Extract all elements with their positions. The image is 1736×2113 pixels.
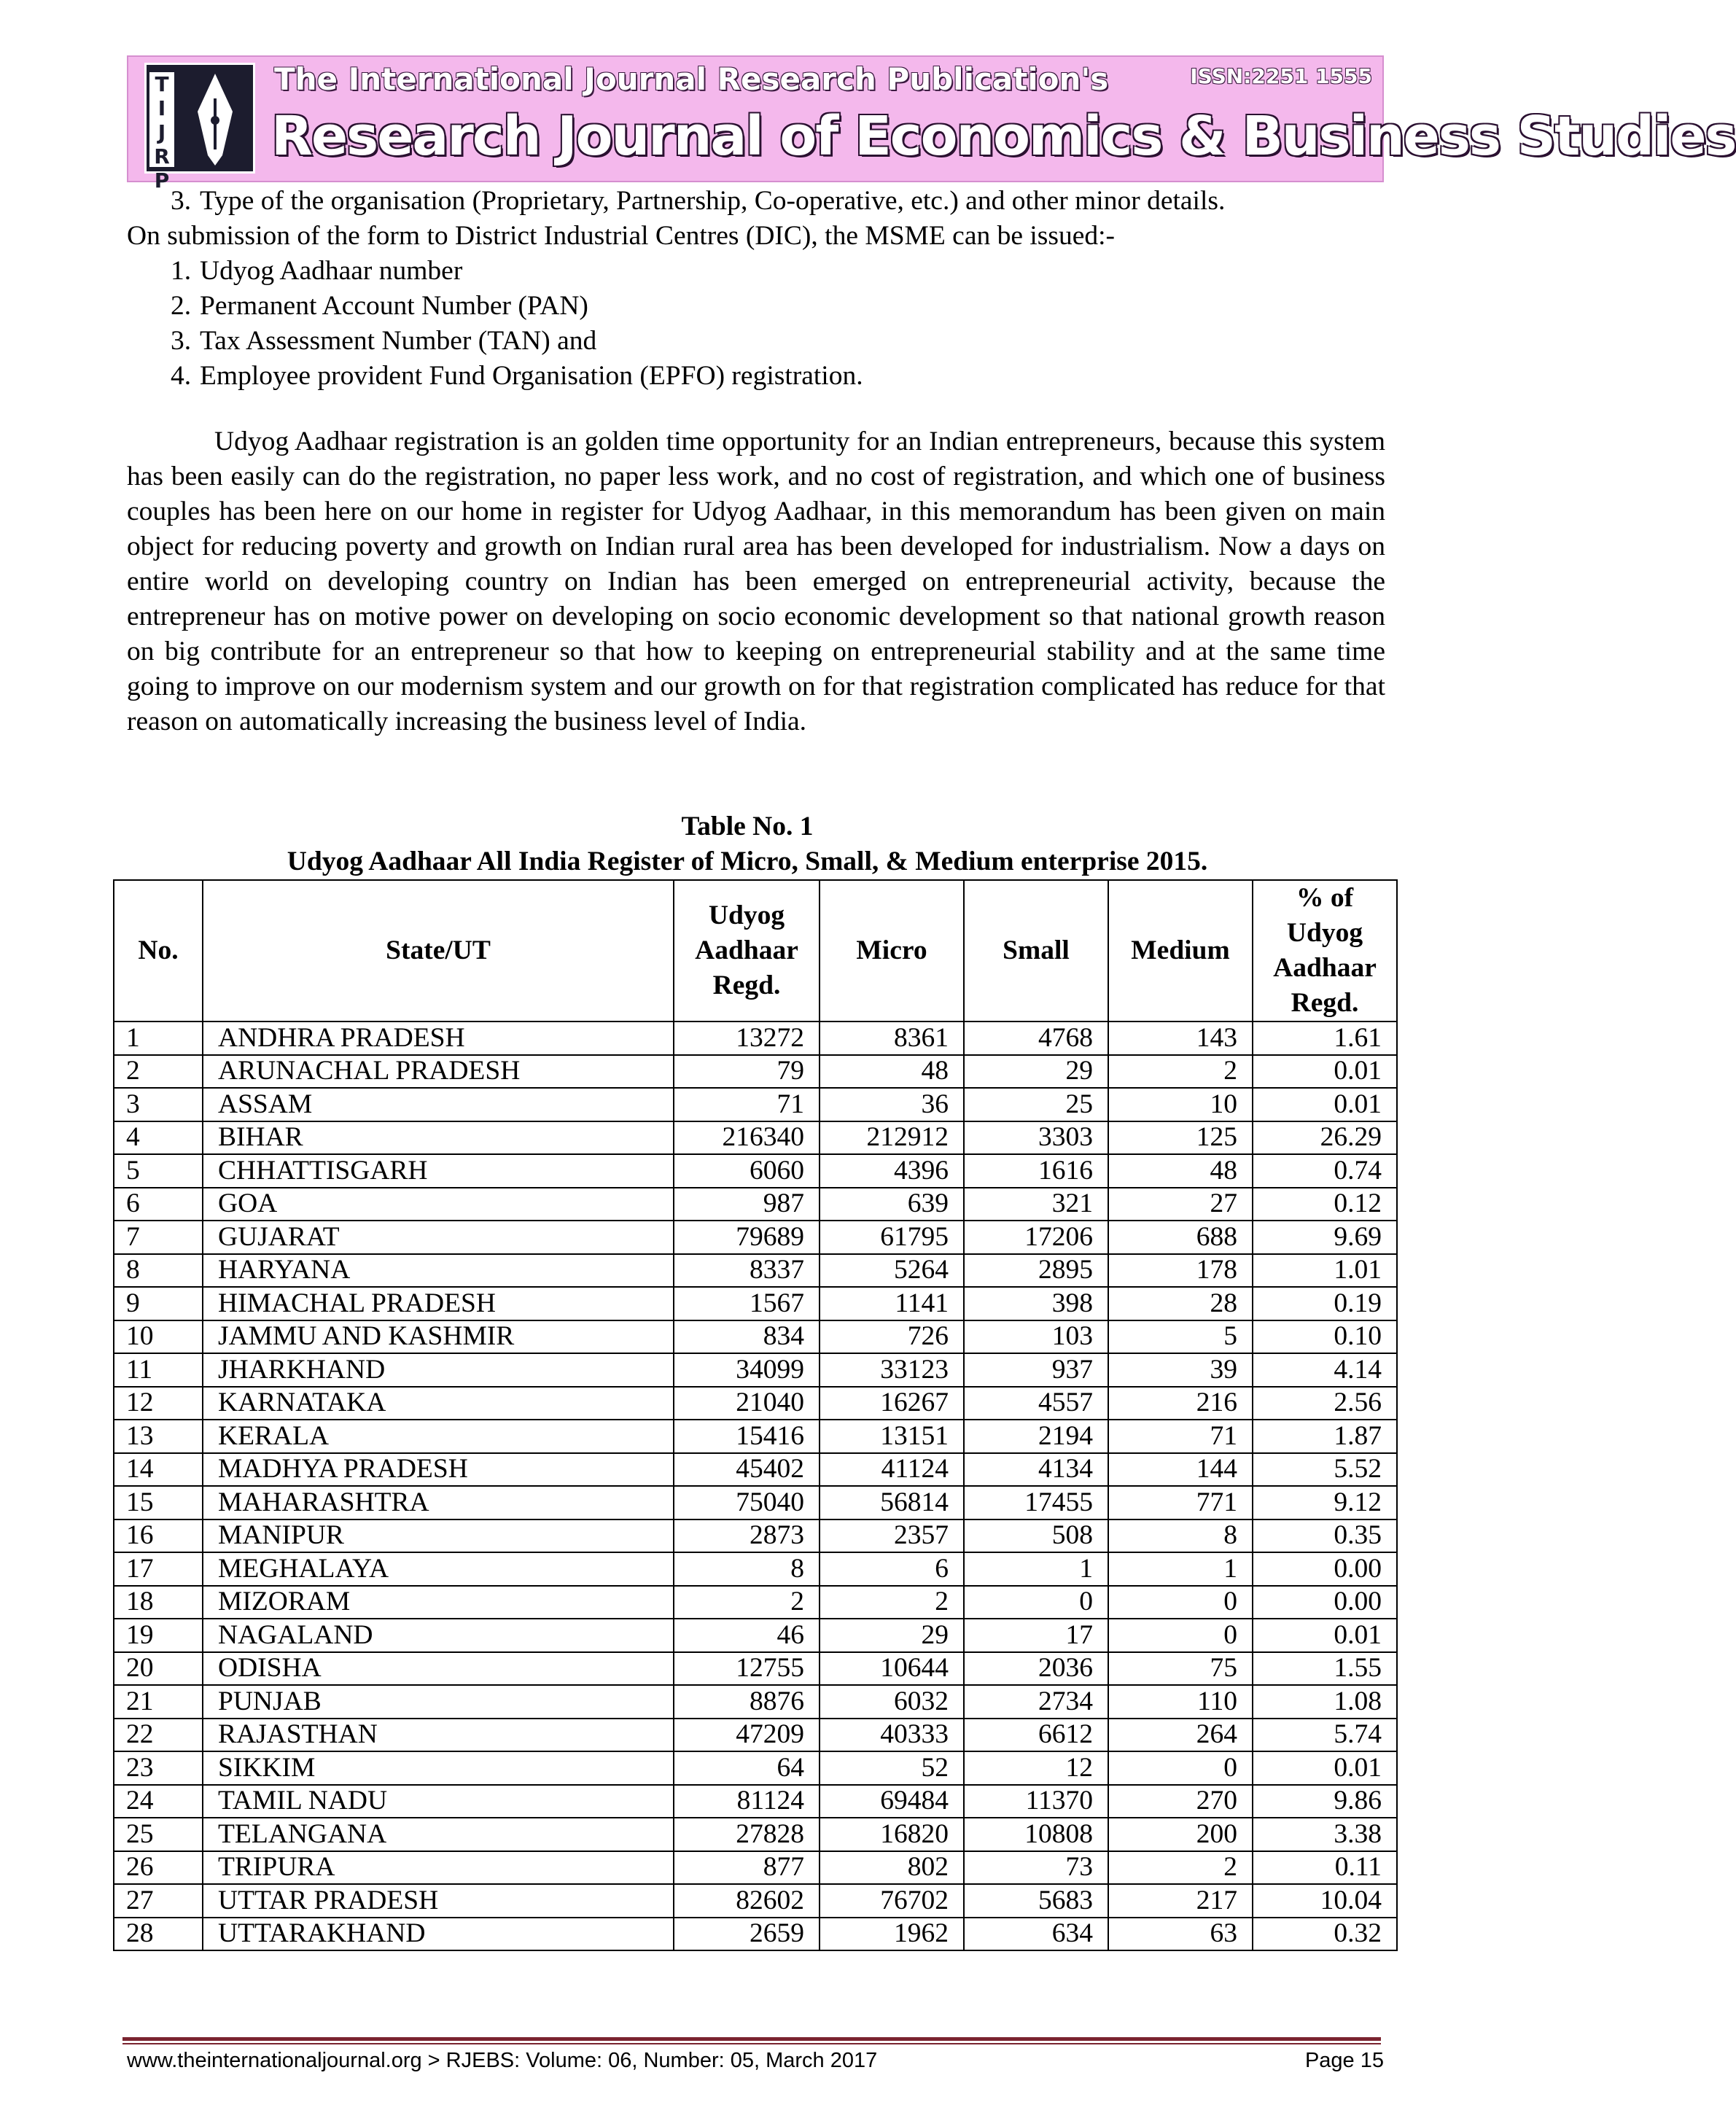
table-row <box>114 1320 1397 1354</box>
cell-percent: 1.55 <box>1253 1652 1397 1686</box>
cell-udyog-regd: 13272 <box>674 1022 820 1055</box>
cell-small: 321 <box>964 1188 1108 1221</box>
footer-citation: www.theinternationaljournal.org > RJEBS: Volume: 06, Number: 05, March 2017 <box>127 2049 878 2072</box>
journal-logo <box>144 63 255 192</box>
cell-small: 29 <box>964 1055 1108 1089</box>
issn-label: ISSN:2251 1555 <box>1190 64 1372 88</box>
cell-no: 18 <box>114 1586 203 1619</box>
cell-udyog-regd: 1567 <box>674 1287 820 1320</box>
cell-small: 10808 <box>964 1818 1108 1851</box>
list-item-number: 1. <box>171 256 192 286</box>
table-row <box>114 1552 1397 1586</box>
cell-small: 1 <box>964 1552 1108 1586</box>
cell-small: 2734 <box>964 1685 1108 1719</box>
cell-udyog-regd: 34099 <box>674 1353 820 1387</box>
cell-udyog-regd: 12755 <box>674 1652 820 1686</box>
cell-percent: 0.35 <box>1253 1519 1397 1553</box>
body-paragraph: Udyog Aadhaar registration is an golden time opportunity for an Indian entrepreneurs, because this system has been easily can do the registration, no paper less work, and no cost of registration, and which one of business couples has been here on our home in register for Udyog Aadhaar, in this memorandum has been given on main object for reducing poverty and growth on Indian rural area has been developed for industrialism. Now a days on entire world on developing country on Indian has been emerged on entrepreneurial activity, because the entrepreneur has on motive power on developing on socio economic development so that national growth reason on big contribute for an entrepreneur so that how to keeping on entrepreneurial stability and at the same time going to improve on our modernism system and our growth on for that registration complicated has reduce for that reason on automatically increasing the business level of India. <box>127 427 1385 736</box>
cell-state: TAMIL NADU <box>203 1785 674 1818</box>
footer-rule <box>122 2037 1381 2041</box>
cell-micro: 41124 <box>820 1453 964 1487</box>
cell-small: 508 <box>964 1519 1108 1553</box>
cell-percent: 9.12 <box>1253 1486 1397 1519</box>
cell-medium: 771 <box>1108 1486 1253 1519</box>
cell-medium: 0 <box>1108 1586 1253 1619</box>
cell-small: 17206 <box>964 1221 1108 1254</box>
cell-state: ARUNACHAL PRADESH <box>203 1055 674 1089</box>
cell-small: 103 <box>964 1320 1108 1354</box>
cell-udyog-regd: 47209 <box>674 1719 820 1752</box>
header-medium: Medium <box>1108 880 1253 1022</box>
cell-state: HIMACHAL PRADESH <box>203 1287 674 1320</box>
cell-small: 3303 <box>964 1121 1108 1155</box>
cell-percent: 0.32 <box>1253 1918 1397 1951</box>
cell-micro: 76702 <box>820 1884 964 1918</box>
cell-udyog-regd: 82602 <box>674 1884 820 1918</box>
cell-percent: 0.01 <box>1253 1088 1397 1121</box>
cell-micro: 10644 <box>820 1652 964 1686</box>
cell-percent: 26.29 <box>1253 1121 1397 1155</box>
cell-state: MAHARASHTRA <box>203 1486 674 1519</box>
cell-state: ASSAM <box>203 1088 674 1121</box>
cell-no: 27 <box>114 1884 203 1918</box>
intro-section <box>127 184 1385 394</box>
table-row <box>114 1453 1397 1487</box>
table-body <box>114 1022 1397 1950</box>
list-item <box>127 184 1385 219</box>
cell-no: 28 <box>114 1918 203 1951</box>
table-row <box>114 1387 1397 1420</box>
cell-state: GUJARAT <box>203 1221 674 1254</box>
list-item <box>127 254 1385 289</box>
cell-micro: 40333 <box>820 1719 964 1752</box>
msme-register-table <box>113 879 1398 1951</box>
table-caption: Udyog Aadhaar All India Register of Micro, Small, & Medium enterprise 2015. <box>287 847 1208 876</box>
cell-small: 634 <box>964 1918 1108 1951</box>
list-item-text: Type of the organisation (Proprietary, Partnership, Co-operative, etc.) and other minor details. <box>200 186 1226 216</box>
cell-state: TELANGANA <box>203 1818 674 1851</box>
cell-medium: 2 <box>1108 1851 1253 1885</box>
cell-medium: 217 <box>1108 1884 1253 1918</box>
cell-state: RAJASTHAN <box>203 1719 674 1752</box>
cell-udyog-regd: 71 <box>674 1088 820 1121</box>
cell-percent: 5.52 <box>1253 1453 1397 1487</box>
cell-micro: 2357 <box>820 1519 964 1553</box>
cell-medium: 0 <box>1108 1751 1253 1785</box>
table-row <box>114 1254 1397 1288</box>
cell-micro: 33123 <box>820 1353 964 1387</box>
list-item-number: 4. <box>171 361 192 391</box>
cell-no: 17 <box>114 1552 203 1586</box>
cell-small: 1616 <box>964 1154 1108 1188</box>
cell-no: 25 <box>114 1818 203 1851</box>
cell-small: 4768 <box>964 1022 1108 1055</box>
cell-medium: 264 <box>1108 1719 1253 1752</box>
cell-state: PUNJAB <box>203 1685 674 1719</box>
cell-no: 26 <box>114 1851 203 1885</box>
cell-percent: 3.38 <box>1253 1818 1397 1851</box>
header-state: State/UT <box>203 880 674 1022</box>
cell-percent: 1.08 <box>1253 1685 1397 1719</box>
header-no: No. <box>114 880 203 1022</box>
table-row <box>114 1420 1397 1453</box>
cell-state: JAMMU AND KASHMIR <box>203 1320 674 1354</box>
cell-small: 2036 <box>964 1652 1108 1686</box>
cell-udyog-regd: 79 <box>674 1055 820 1089</box>
cell-state: MADHYA PRADESH <box>203 1453 674 1487</box>
cell-state: ODISHA <box>203 1652 674 1686</box>
table-number: Table No. 1 <box>681 812 814 841</box>
list-item-text: Tax Assessment Number (TAN) and <box>200 326 597 356</box>
cell-no: 2 <box>114 1055 203 1089</box>
cell-state: KARNATAKA <box>203 1387 674 1420</box>
cell-udyog-regd: 6060 <box>674 1154 820 1188</box>
cell-state: GOA <box>203 1188 674 1221</box>
logo-letters <box>149 72 174 192</box>
cell-no: 15 <box>114 1486 203 1519</box>
cell-udyog-regd: 834 <box>674 1320 820 1354</box>
table-row <box>114 1818 1397 1851</box>
cell-no: 3 <box>114 1088 203 1121</box>
table-row <box>114 1619 1397 1652</box>
cell-state: SIKKIM <box>203 1751 674 1785</box>
cell-udyog-regd: 21040 <box>674 1387 820 1420</box>
cell-micro: 69484 <box>820 1785 964 1818</box>
cell-small: 25 <box>964 1088 1108 1121</box>
list-item-number: 2. <box>171 291 192 321</box>
list-item <box>127 324 1385 359</box>
cell-small: 0 <box>964 1586 1108 1619</box>
cell-micro: 212912 <box>820 1121 964 1155</box>
cell-no: 5 <box>114 1154 203 1188</box>
table-row <box>114 1088 1397 1121</box>
cell-medium: 144 <box>1108 1453 1253 1487</box>
cell-state: KERALA <box>203 1420 674 1453</box>
page-number: Page 15 <box>1304 2049 1384 2072</box>
cell-no: 6 <box>114 1188 203 1221</box>
cell-micro: 5264 <box>820 1254 964 1288</box>
cell-no: 10 <box>114 1320 203 1354</box>
cell-udyog-regd: 2873 <box>674 1519 820 1553</box>
list-item-number: 3. <box>171 186 192 216</box>
cell-no: 7 <box>114 1221 203 1254</box>
cell-medium: 75 <box>1108 1652 1253 1686</box>
cell-udyog-regd: 64 <box>674 1751 820 1785</box>
list-item-number: 3. <box>171 326 192 356</box>
cell-state: MIZORAM <box>203 1586 674 1619</box>
table-row <box>114 1188 1397 1221</box>
cell-micro: 6 <box>820 1552 964 1586</box>
cell-state: TRIPURA <box>203 1851 674 1885</box>
cell-percent: 0.19 <box>1253 1287 1397 1320</box>
cell-udyog-regd: 79689 <box>674 1221 820 1254</box>
table-row <box>114 1154 1397 1188</box>
cell-medium: 5 <box>1108 1320 1253 1354</box>
table-row <box>114 1884 1397 1918</box>
logo-letter: R <box>154 144 170 168</box>
cell-medium: 10 <box>1108 1088 1253 1121</box>
journal-title: Research Journal of Economics & Business Studies <box>271 105 1736 168</box>
cell-micro: 802 <box>820 1851 964 1885</box>
cell-state: ANDHRA PRADESH <box>203 1022 674 1055</box>
header-small: Small <box>964 880 1108 1022</box>
cell-medium: 8 <box>1108 1519 1253 1553</box>
table-row <box>114 1918 1397 1951</box>
cell-small: 12 <box>964 1751 1108 1785</box>
cell-micro: 4396 <box>820 1154 964 1188</box>
header-udyog-regd: Udyog Aadhaar Regd. <box>674 880 820 1022</box>
cell-percent: 0.11 <box>1253 1851 1397 1885</box>
cell-state: MANIPUR <box>203 1519 674 1553</box>
cell-medium: 110 <box>1108 1685 1253 1719</box>
cell-small: 5683 <box>964 1884 1108 1918</box>
cell-no: 22 <box>114 1719 203 1752</box>
cell-state: HARYANA <box>203 1254 674 1288</box>
cell-small: 4557 <box>964 1387 1108 1420</box>
cell-udyog-regd: 2659 <box>674 1918 820 1951</box>
cell-micro: 1141 <box>820 1287 964 1320</box>
cell-micro: 56814 <box>820 1486 964 1519</box>
table-row <box>114 1287 1397 1320</box>
table-row <box>114 1519 1397 1553</box>
table-row <box>114 1022 1397 1055</box>
cell-udyog-regd: 877 <box>674 1851 820 1885</box>
cell-no: 14 <box>114 1453 203 1487</box>
cell-percent: 5.74 <box>1253 1719 1397 1752</box>
cell-medium: 28 <box>1108 1287 1253 1320</box>
cell-small: 17455 <box>964 1486 1108 1519</box>
cell-small: 6612 <box>964 1719 1108 1752</box>
cell-no: 8 <box>114 1254 203 1288</box>
cell-medium: 2 <box>1108 1055 1253 1089</box>
cell-udyog-regd: 15416 <box>674 1420 820 1453</box>
publisher-name: The International Journal Research Publication's <box>274 61 1109 97</box>
list-item-text: Udyog Aadhaar number <box>200 256 463 286</box>
cell-medium: 27 <box>1108 1188 1253 1221</box>
header-micro: Micro <box>820 880 964 1022</box>
cell-micro: 6032 <box>820 1685 964 1719</box>
cell-small: 11370 <box>964 1785 1108 1818</box>
cell-medium: 216 <box>1108 1387 1253 1420</box>
cell-micro: 8361 <box>820 1022 964 1055</box>
table-row <box>114 1785 1397 1818</box>
cell-small: 4134 <box>964 1453 1108 1487</box>
table-header-row <box>114 880 1397 1022</box>
cell-micro: 16820 <box>820 1818 964 1851</box>
cell-medium: 178 <box>1108 1254 1253 1288</box>
footer-rule-thin <box>122 2043 1381 2044</box>
cell-medium: 39 <box>1108 1353 1253 1387</box>
cell-micro: 29 <box>820 1619 964 1652</box>
cell-no: 12 <box>114 1387 203 1420</box>
cell-udyog-regd: 8876 <box>674 1685 820 1719</box>
cell-no: 9 <box>114 1287 203 1320</box>
cell-medium: 270 <box>1108 1785 1253 1818</box>
cell-percent: 9.69 <box>1253 1221 1397 1254</box>
cell-small: 2194 <box>964 1420 1108 1453</box>
cell-state: MEGHALAYA <box>203 1552 674 1586</box>
cell-state: CHHATTISGARH <box>203 1154 674 1188</box>
cell-no: 19 <box>114 1619 203 1652</box>
cell-udyog-regd: 8 <box>674 1552 820 1586</box>
cell-percent: 0.01 <box>1253 1055 1397 1089</box>
table-row <box>114 1685 1397 1719</box>
cell-micro: 726 <box>820 1320 964 1354</box>
cell-percent: 0.00 <box>1253 1552 1397 1586</box>
cell-micro: 61795 <box>820 1221 964 1254</box>
pen-nib-icon <box>179 69 252 170</box>
cell-medium: 688 <box>1108 1221 1253 1254</box>
cell-percent: 0.00 <box>1253 1586 1397 1619</box>
logo-letter: J <box>157 120 166 144</box>
logo-letter: I <box>157 96 166 120</box>
logo-letter: P <box>154 168 170 192</box>
cell-medium: 200 <box>1108 1818 1253 1851</box>
cell-udyog-regd: 46 <box>674 1619 820 1652</box>
cell-state: NAGALAND <box>203 1619 674 1652</box>
cell-no: 23 <box>114 1751 203 1785</box>
cell-percent: 0.74 <box>1253 1154 1397 1188</box>
cell-micro: 16267 <box>820 1387 964 1420</box>
table-row <box>114 1055 1397 1089</box>
table-row <box>114 1221 1397 1254</box>
journal-banner <box>127 55 1736 192</box>
table-row <box>114 1353 1397 1387</box>
cell-micro: 639 <box>820 1188 964 1221</box>
cell-micro: 13151 <box>820 1420 964 1453</box>
cell-udyog-regd: 8337 <box>674 1254 820 1288</box>
cell-micro: 52 <box>820 1751 964 1785</box>
cell-medium: 1 <box>1108 1552 1253 1586</box>
cell-percent: 1.87 <box>1253 1420 1397 1453</box>
cell-percent: 9.86 <box>1253 1785 1397 1818</box>
table-row <box>114 1586 1397 1619</box>
cell-micro: 2 <box>820 1586 964 1619</box>
cell-state: BIHAR <box>203 1121 674 1155</box>
logo-letter: T <box>155 72 169 96</box>
table-row <box>114 1652 1397 1686</box>
cell-no: 16 <box>114 1519 203 1553</box>
list-item-text: Permanent Account Number (PAN) <box>200 291 588 321</box>
cell-percent: 0.01 <box>1253 1619 1397 1652</box>
cell-state: JHARKHAND <box>203 1353 674 1387</box>
cell-percent: 10.04 <box>1253 1884 1397 1918</box>
list-item <box>127 359 1385 394</box>
list-item <box>127 289 1385 324</box>
cell-udyog-regd: 2 <box>674 1586 820 1619</box>
cell-no: 4 <box>114 1121 203 1155</box>
cell-medium: 0 <box>1108 1619 1253 1652</box>
cell-small: 73 <box>964 1851 1108 1885</box>
cell-percent: 0.12 <box>1253 1188 1397 1221</box>
table-row <box>114 1751 1397 1785</box>
cell-udyog-regd: 75040 <box>674 1486 820 1519</box>
cell-percent: 0.10 <box>1253 1320 1397 1354</box>
cell-percent: 4.14 <box>1253 1353 1397 1387</box>
cell-medium: 125 <box>1108 1121 1253 1155</box>
submission-sentence: On submission of the form to District Industrial Centres (DIC), the MSME can be issued:- <box>127 221 1116 251</box>
cell-no: 24 <box>114 1785 203 1818</box>
table-row <box>114 1121 1397 1155</box>
cell-state: UTTARAKHAND <box>203 1918 674 1951</box>
cell-no: 1 <box>114 1022 203 1055</box>
issued-list <box>127 254 1385 394</box>
cell-small: 398 <box>964 1287 1108 1320</box>
cell-small: 17 <box>964 1619 1108 1652</box>
cell-micro: 36 <box>820 1088 964 1121</box>
cell-udyog-regd: 81124 <box>674 1785 820 1818</box>
cell-medium: 63 <box>1108 1918 1253 1951</box>
cell-udyog-regd: 987 <box>674 1188 820 1221</box>
cell-udyog-regd: 216340 <box>674 1121 820 1155</box>
header-percent: % of Udyog Aadhaar Regd. <box>1253 880 1397 1022</box>
cell-no: 11 <box>114 1353 203 1387</box>
cell-udyog-regd: 45402 <box>674 1453 820 1487</box>
cell-udyog-regd: 27828 <box>674 1818 820 1851</box>
cell-medium: 143 <box>1108 1022 1253 1055</box>
cell-micro: 48 <box>820 1055 964 1089</box>
cell-micro: 1962 <box>820 1918 964 1951</box>
cell-no: 13 <box>114 1420 203 1453</box>
cell-percent: 2.56 <box>1253 1387 1397 1420</box>
cell-percent: 1.01 <box>1253 1254 1397 1288</box>
cell-percent: 1.61 <box>1253 1022 1397 1055</box>
table-row <box>114 1719 1397 1752</box>
cell-state: UTTAR PRADESH <box>203 1884 674 1918</box>
cell-medium: 48 <box>1108 1154 1253 1188</box>
cell-small: 937 <box>964 1353 1108 1387</box>
cell-no: 20 <box>114 1652 203 1686</box>
cell-no: 21 <box>114 1685 203 1719</box>
cell-medium: 71 <box>1108 1420 1253 1453</box>
table-row <box>114 1851 1397 1885</box>
cell-small: 2895 <box>964 1254 1108 1288</box>
list-item-text: Employee provident Fund Organisation (EPFO) registration. <box>200 361 863 391</box>
cell-percent: 0.01 <box>1253 1751 1397 1785</box>
table-row <box>114 1486 1397 1519</box>
